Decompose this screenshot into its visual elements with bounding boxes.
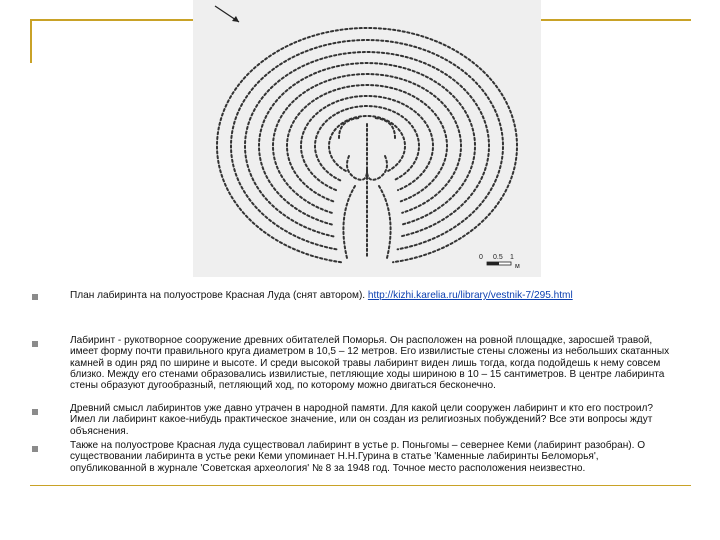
source-link[interactable]: http://kizhi.karelia.ru/library/vestnik-7/295.html (367, 290, 573, 301)
north-arrow (215, 6, 239, 22)
frame-left-line (30, 19, 32, 63)
bullet-marker (32, 446, 38, 452)
caption-text: План лабиринта на полуострове Красная Луда (снят автором). (70, 290, 368, 301)
bullet-marker (32, 341, 38, 347)
bullet-text: Лабиринт - рукотворное сооружение древних обитателей Поморья. Он расположен на ровной площадке, заросшей травой, имеет форму почти правильного круга диаметром в 10,5 – 12 метров. Его извилистые стены сложены из небольших скатанных камней в один ряд по ширине и высоте. И среди высокой травы лабиринт виден лишь тогда, когда подойдешь к нему совсем близко. Между его стенами образовались извилистые, петляющие ходы шириною в 10 – 15 сантиметров. В центре лабиринта стены образуют дугообразный, петляющий ход, по которому можно двигаться бесконечно. (70, 335, 670, 392)
scale-label-half: 0.5 (493, 254, 503, 261)
bullet-marker (32, 294, 38, 300)
labyrinth-walls (217, 28, 517, 262)
frame-bottom-line (30, 485, 691, 486)
labyrinth-plan-figure (193, 0, 541, 277)
scale-bar (479, 254, 520, 270)
scale-label-1: 1 (510, 254, 514, 261)
figure-caption (70, 290, 670, 301)
scale-unit: м (515, 263, 520, 270)
labyrinth-drawing (193, 0, 541, 277)
bullet-marker (32, 409, 38, 415)
bullet-text: Древний смысл лабиринтов уже давно утрачен в народной памяти. Для какой цели сооружен лабиринт и кто его построил? Имел ли лабиринт какое-нибудь практическое значение, или он создан из религиозных побуждений? Все эти вопросы ждут объяснения. (70, 403, 654, 437)
scale-label-0: 0 (479, 254, 483, 261)
bullet-text: Также на полуострове Красная луда существовал лабиринт в устье р. Поньгомы – севернее Кеми (лабиринт разобран). О существовании лабиринта в устье реки Кеми упоминает Н.Н.Гурина в статье 'Каменные лабиринты Беломорья', опубликованной в журнале 'Советская археология' № 8 за 1948 год. Точное место расположения неизвестно. (70, 440, 646, 474)
